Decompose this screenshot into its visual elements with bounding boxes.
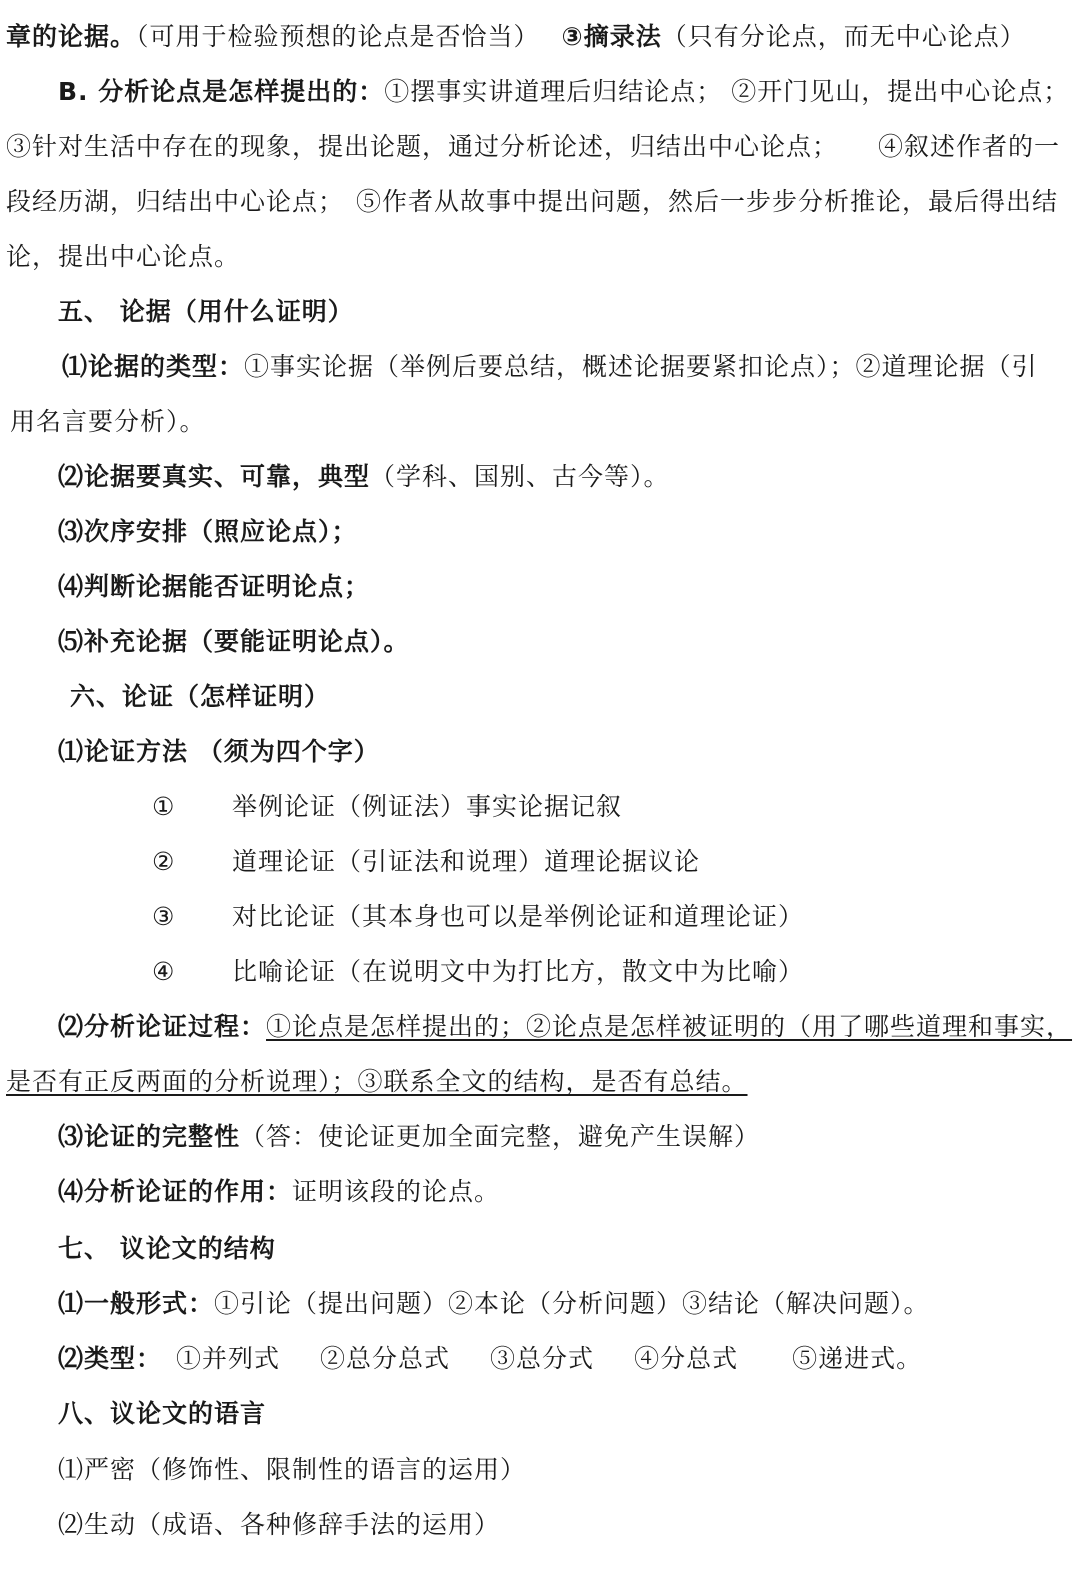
underlined-text: ①论点是怎样提出的；②论点是怎样被证明的（用了哪些道理和事实， (266, 1012, 1073, 1041)
plain-text: ①事实论据（举例后要总结，概述论据要紧扣论点）；②道理论据（引 (244, 352, 1038, 381)
section7-item-1 (58, 1287, 930, 1321)
section8-item-2: ⑵生动（成语、各种修辞手法的运用） (58, 1510, 501, 1539)
list-item-text: 对比论证（其本身也可以是举例论证和道理论证） (232, 902, 805, 931)
bold-text: ⑴一般形式： (58, 1289, 215, 1318)
bold-text: ⑷分析论证的作用： (58, 1177, 293, 1206)
list-number: ③ (152, 902, 175, 931)
structure-type: ③总分式 (490, 1344, 595, 1373)
plain-text: ③针对生活中存在的现象，提出论题，通过分析论述，归结出中心论点； (6, 132, 839, 161)
text-line-3 (6, 130, 1060, 164)
section6-methods-title: ⑴论证方法 （须为四个字） (58, 737, 380, 766)
section5-item-5: ⑸补充论据（要能证明论点）。 (58, 627, 410, 656)
section8-item-1: ⑴严密（修饰性、限制性的语言的运用） (58, 1455, 527, 1484)
list-item-text: 道理论证（引证法和说理）道理论据议论 (232, 847, 701, 876)
section-heading-8: 八、议论文的语言 (58, 1399, 267, 1428)
plain-text: ①引论（提出问题）②本论（分析问题）③结论（解决问题）。 (214, 1289, 930, 1318)
bold-text: B. 分析论点是怎样提出的： (58, 77, 385, 106)
section-heading-5: 五、 论据（用什么证明） (58, 297, 354, 326)
list-item-text: 举例论证（例证法）事实论据记叙 (232, 792, 623, 821)
section6-item-4 (58, 1175, 500, 1209)
section5-item-2 (58, 460, 670, 494)
structure-type: ⑤递进式。 (792, 1344, 923, 1373)
section7-item-2 (58, 1342, 922, 1376)
structure-type: ②总分总式 (320, 1344, 451, 1373)
list-number: ① (152, 792, 175, 821)
text-line-5 (6, 240, 240, 274)
plain-text: （可用于检验预想的论点是否恰当） (136, 22, 540, 51)
bold-text: ⑵论据要真实、可靠，典型 (58, 462, 371, 491)
section6-item-3 (58, 1120, 760, 1154)
text-line-2 (58, 75, 1069, 109)
plain-text: 段经历湖，归结出中心论点； (6, 187, 345, 216)
plain-text: ①摆事实讲道理后归结论点； ②开门见山，提出中心论点； (384, 77, 1070, 106)
plain-text: 论，提出中心论点。 (6, 242, 241, 271)
plain-text: 证明该段的论点。 (292, 1177, 501, 1206)
section-heading-6: 六、论证（怎样证明） (70, 682, 331, 711)
bold-text: ⑵类型： (58, 1344, 163, 1373)
section5-item-4: ⑷判断论据能否证明论点； (58, 572, 371, 601)
structure-type: ①并列式 (176, 1344, 281, 1373)
plain-text: （答：使论证更加全面完整，避免产生误解） (240, 1122, 761, 1151)
bold-text: ⑶论证的完整性 (58, 1122, 241, 1151)
section6-item-2 (58, 1010, 1072, 1044)
plain-text: ⑤作者从故事中提出问题，然后一步步分析推论，最后得出结 (356, 187, 1059, 216)
bold-text: ③摘录法 (561, 22, 662, 51)
section5-item-3: ⑶次序安排（照应论点）； (58, 517, 358, 546)
list-number: ④ (152, 957, 175, 986)
section5-item-1 (62, 350, 1038, 384)
text-line-4 (6, 185, 1058, 219)
plain-text: （学科、国别、古今等）。 (370, 462, 670, 491)
bold-text: ⑵分析论证过程： (58, 1012, 267, 1041)
structure-type: ④分总式 (634, 1344, 739, 1373)
bold-text: 章的论据。 (6, 22, 137, 51)
bold-text: ⑴论据的类型： (62, 352, 245, 381)
list-item-text: 比喻论证（在说明文中为打比方，散文中为比喻） (232, 957, 805, 986)
section6-item-2-cont: 是否有正反两面的分析说理）；③联系全文的结构，是否有总结。 (6, 1067, 748, 1096)
plain-text: （只有分论点，而无中心论点） (661, 22, 1026, 51)
text-line-1 (6, 20, 1026, 54)
section5-item-1-cont: 用名言要分析）。 (10, 407, 206, 436)
section-heading-7: 七、 议论文的结构 (58, 1234, 276, 1263)
plain-text: ④叙述作者的一 (878, 132, 1061, 161)
list-number: ② (152, 847, 175, 876)
